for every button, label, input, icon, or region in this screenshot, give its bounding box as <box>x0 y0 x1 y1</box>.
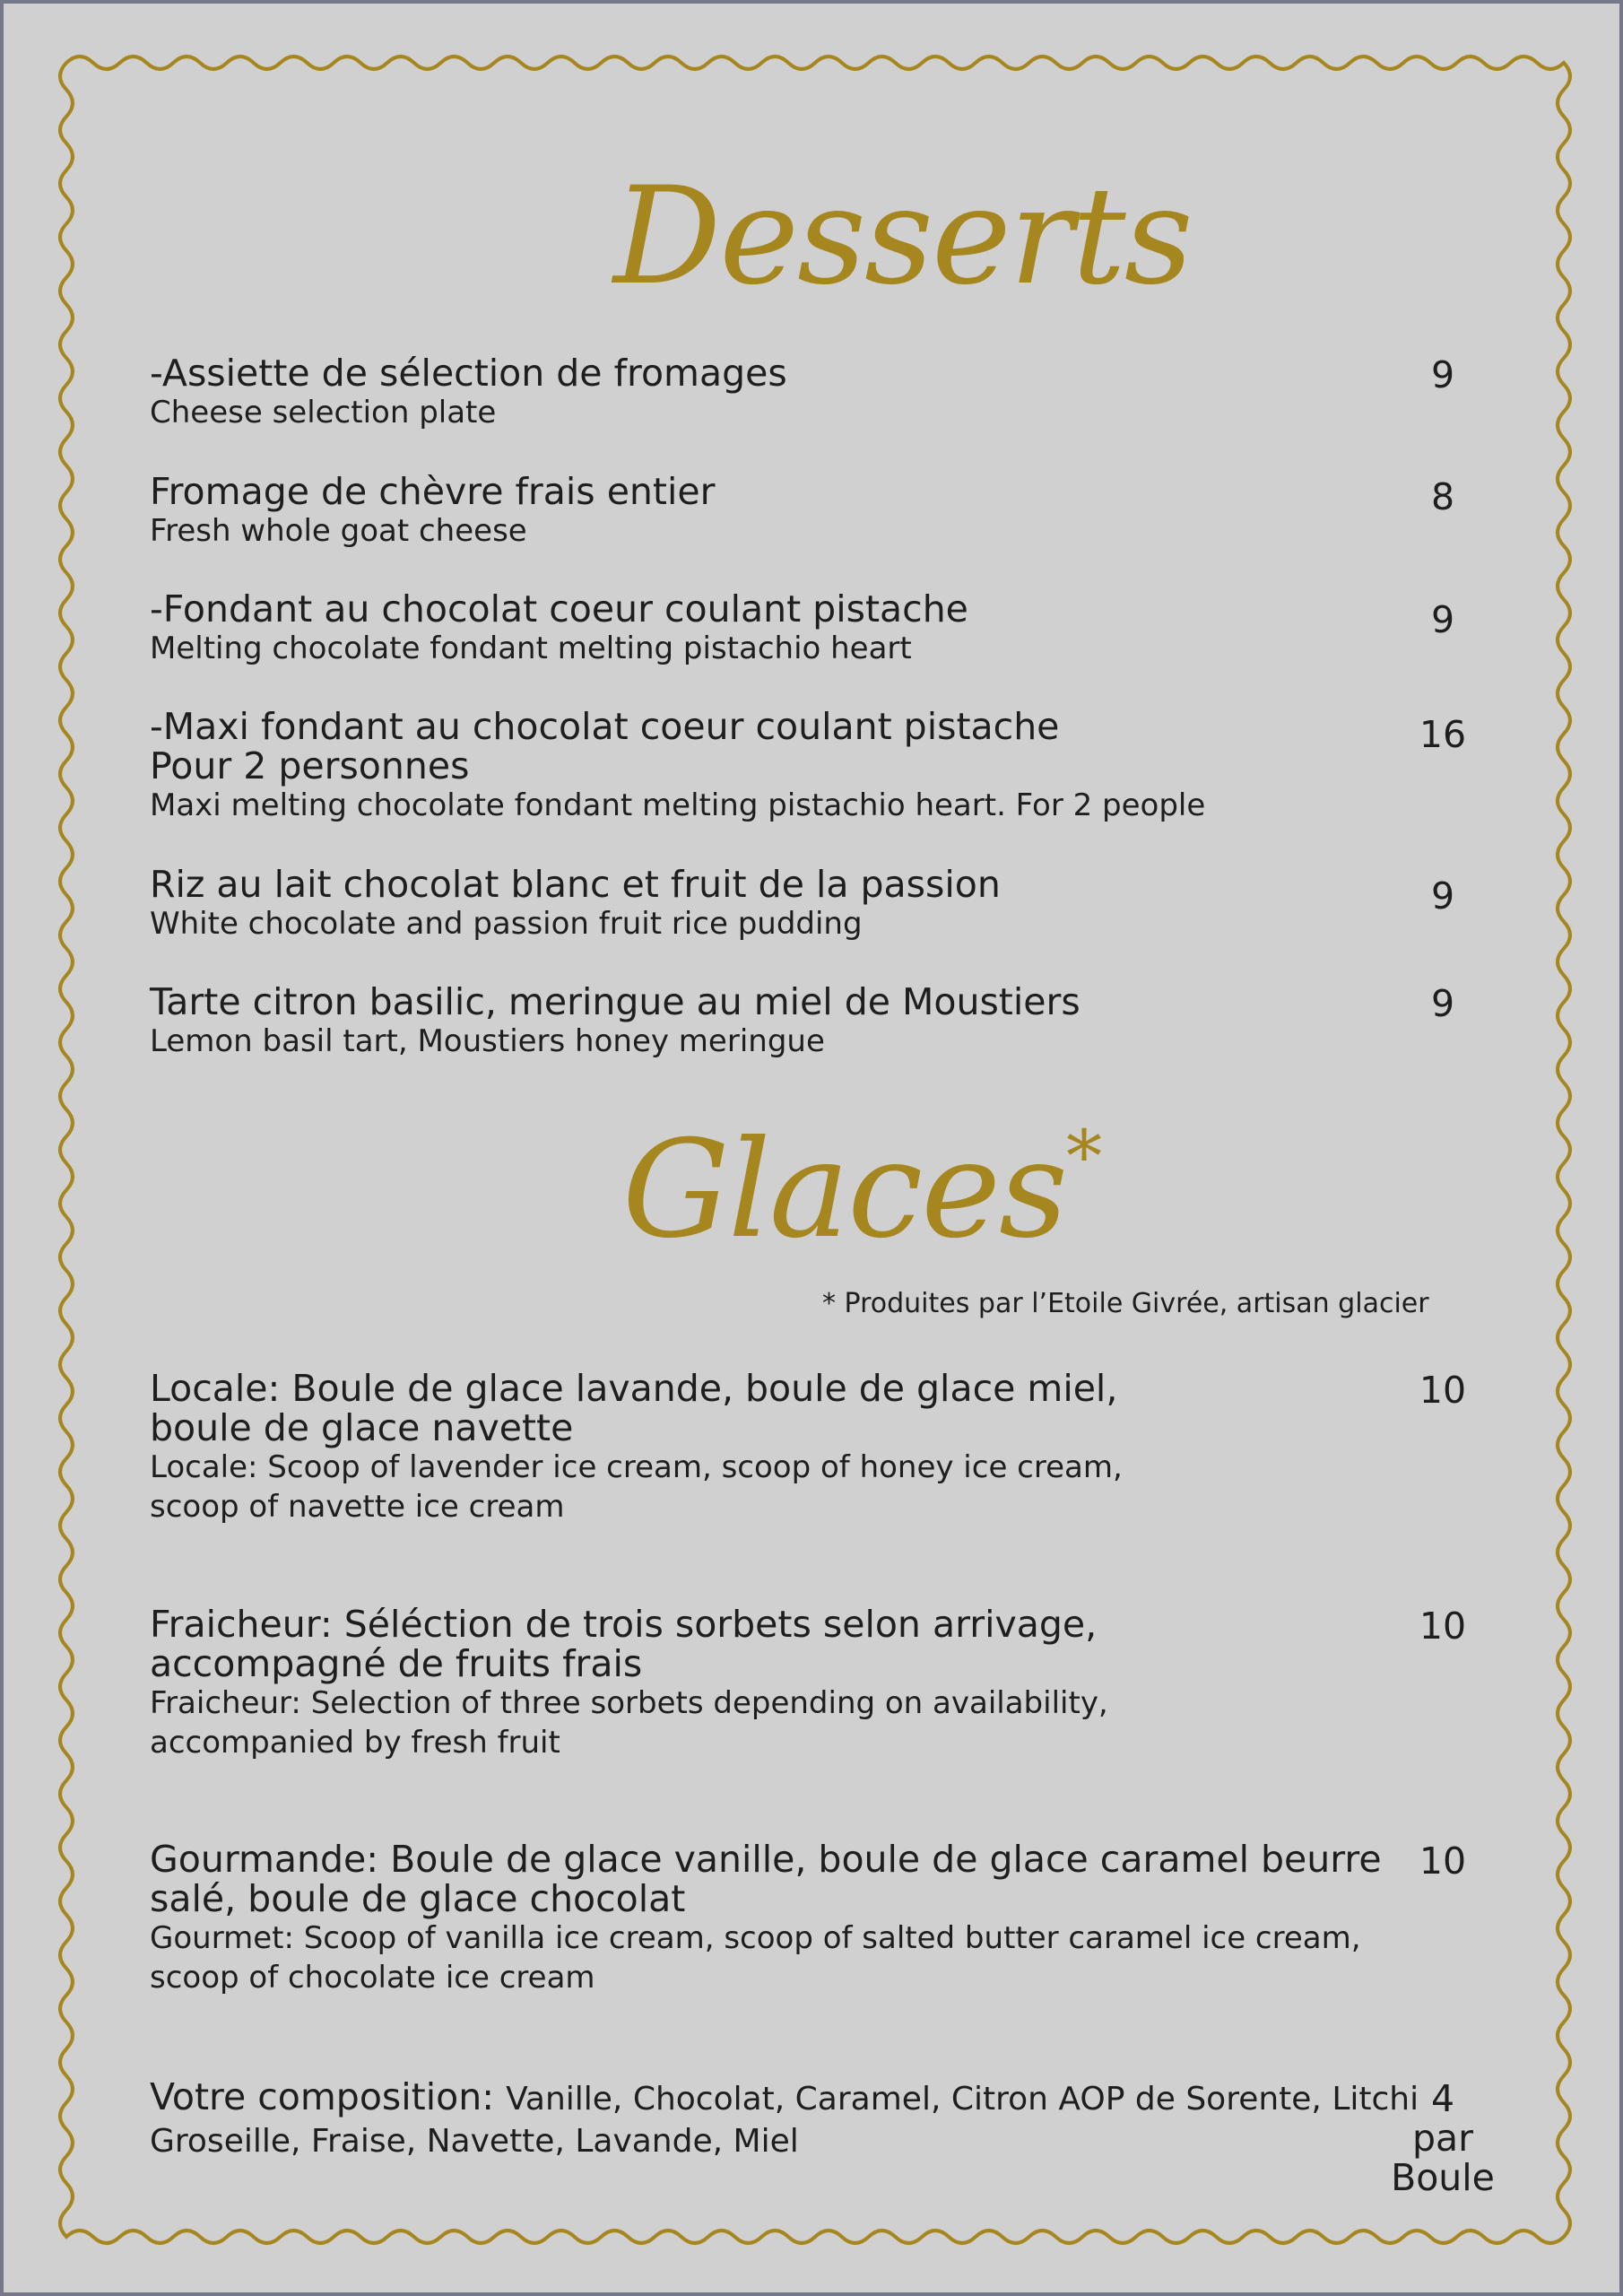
item-name-en: White chocolate and passion fruit rice pudding <box>150 906 863 942</box>
desserts-title: Desserts <box>613 159 1192 315</box>
item-name-en: Fraicheur: Selection of three sorbets depending on availability, <box>150 1685 1108 1721</box>
composition-price <box>1384 2079 1501 2197</box>
glace-item-locale <box>150 1369 1477 1526</box>
composition-flavors: Vanille, Chocolat, Caramel, Citron AOP de Sorente, Litchi <box>506 2081 1419 2118</box>
menu-page <box>4 4 1619 2292</box>
price: 9 <box>1430 874 1455 918</box>
price: 10 <box>1419 1605 1467 1648</box>
price: 9 <box>1430 598 1455 641</box>
item-name-fr-line2: accompagné de fruits frais <box>150 1642 643 1685</box>
item-name-en: Cheese selection plate <box>150 395 497 430</box>
price-unit-boule: Boule <box>1391 2156 1495 2199</box>
price: 10 <box>1419 1839 1467 1883</box>
item-name-fr: Fraicheur: Séléction de trois sorbets selon arrivage, <box>150 1603 1098 1646</box>
glace-item-fraicheur <box>150 1605 1477 1762</box>
item-name-fr-line2: salé, boule de glace chocolat <box>150 1877 686 1920</box>
price-unit-par: par <box>1411 2117 1473 2160</box>
item-name-fr: Riz au lait chocolat blanc et fruit de la passion <box>150 863 1001 906</box>
glace-item-composition <box>150 2077 1477 2161</box>
item-name-en-line2: accompanied by fresh fruit <box>150 1725 560 1761</box>
item-name-en: Gourmet: Scoop of vanilla ice cream, scoop of salted butter caramel ice cream, <box>150 1920 1361 1956</box>
glaces-title <box>622 1112 1100 1268</box>
item-name-fr: -Maxi fondant au chocolat coeur coulant pistache <box>150 705 1060 748</box>
composition-line1 <box>150 2077 1477 2119</box>
composition-line2 <box>150 2119 1477 2161</box>
price: 9 <box>1430 353 1455 396</box>
dessert-item-maxi-fondant <box>150 707 1477 825</box>
item-name-fr-line2: boule de glace navette <box>150 1406 574 1449</box>
item-name-en: Maxi melting chocolate fondant melting pistachio heart. For 2 people <box>150 787 1206 823</box>
item-name-en: Melting chocolate fondant melting pistachio heart <box>150 631 912 666</box>
item-name-fr: Gourmande: Boule de glace vanille, boule de glace caramel beurre <box>150 1838 1382 1881</box>
item-name-en: Lemon basil tart, Moustiers honey meringue <box>150 1023 825 1059</box>
item-name-fr: -Assiette de sélection de fromages <box>150 352 787 395</box>
price: 10 <box>1419 1369 1467 1412</box>
item-name-fr: Tarte citron basilic, meringue au miel de Moustiers <box>150 980 1081 1023</box>
dessert-item-goat-cheese <box>150 472 1477 551</box>
item-name-en-line2: scoop of chocolate ice cream <box>150 1960 595 1996</box>
price: 4 <box>1430 2077 1455 2120</box>
composition-flavors-line2: Groseille, Fraise, Navette, Lavande, Miel <box>150 2123 799 2160</box>
item-name-fr: -Fondant au chocolat coeur coulant pistache <box>150 587 968 631</box>
item-name-en: Fresh whole goat cheese <box>150 513 527 549</box>
price: 16 <box>1419 713 1467 756</box>
glaces-note: * Produites par l’Etoile Givrée, artisan glacier <box>822 1288 1429 1319</box>
item-name-en: Locale: Scoop of lavender ice cream, scoop of honey ice cream, <box>150 1449 1123 1485</box>
glaces-title-text: Glaces <box>622 1112 1066 1268</box>
price: 8 <box>1430 475 1455 518</box>
dessert-item-rice-pudding <box>150 865 1477 944</box>
price: 9 <box>1430 982 1455 1025</box>
item-name-en-line2: scoop of navette ice cream <box>150 1489 565 1525</box>
item-name-fr: Locale: Boule de glace lavande, boule de glace miel, <box>150 1367 1118 1410</box>
item-name-fr-line2: Pour 2 personnes <box>150 744 470 787</box>
glace-item-gourmande <box>150 1839 1477 1997</box>
item-name-fr: Fromage de chèvre frais entier <box>150 470 716 513</box>
dessert-item-lemon-tart <box>150 982 1477 1061</box>
composition-label: Votre composition: <box>150 2075 495 2118</box>
dessert-item-cheese-plate <box>150 353 1477 432</box>
glaces-asterisk: * <box>1065 1115 1100 1198</box>
dessert-item-fondant <box>150 589 1477 668</box>
